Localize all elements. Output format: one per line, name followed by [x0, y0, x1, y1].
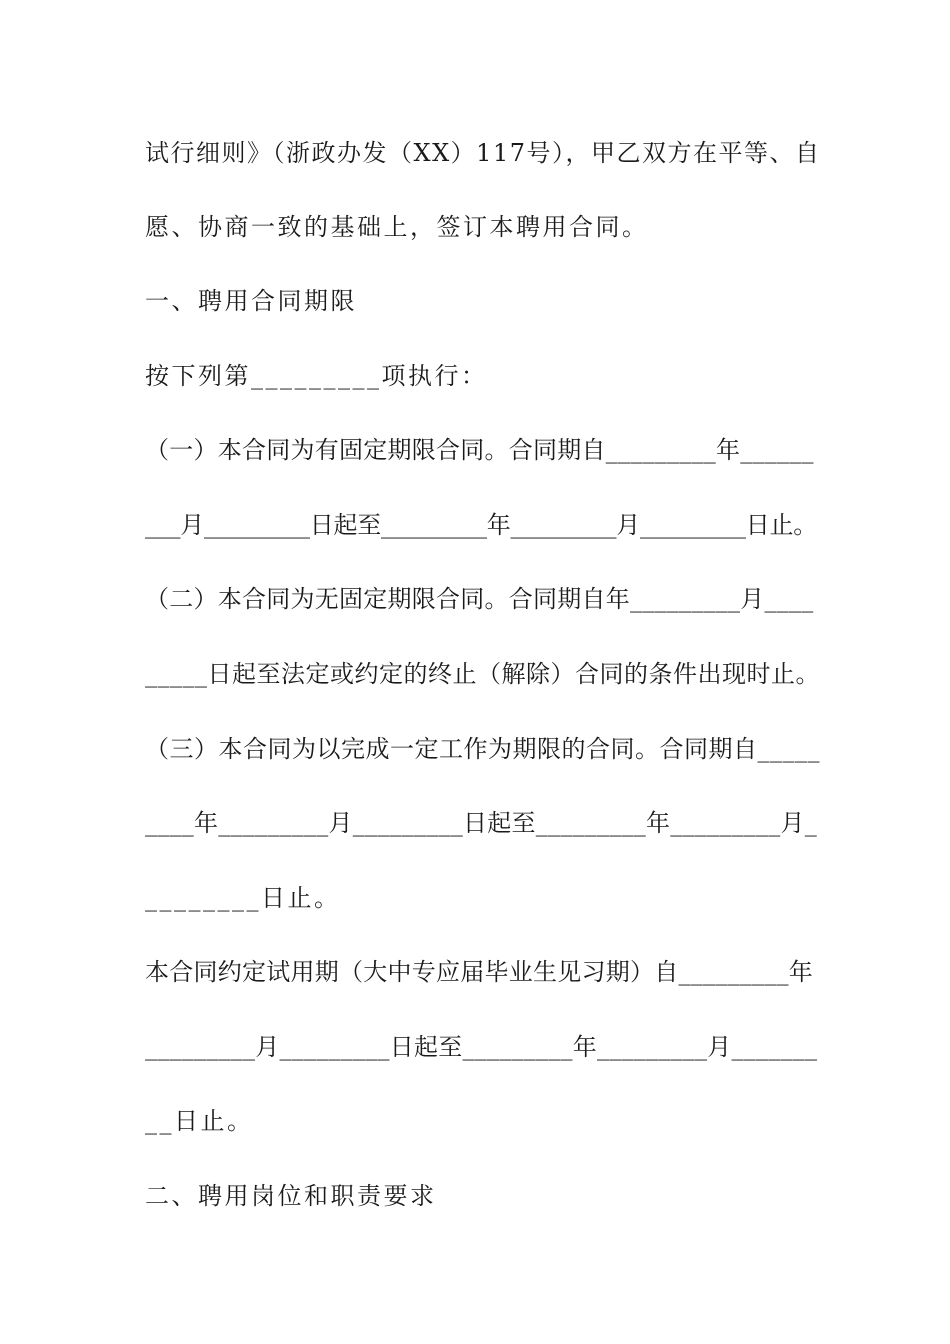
paragraph-line: ____年_________月_________日起至_________年_________月_	[145, 809, 817, 837]
paragraph-line: __日止。	[145, 1107, 254, 1135]
paragraph-line: （三）本合同为以完成一定工作为期限的合同。合同期自_____	[145, 735, 820, 763]
paragraph-line: （二）本合同为无固定期限合同。合同期自年_________月____	[145, 585, 814, 613]
section-heading: 一、聘用合同期限	[145, 287, 357, 315]
paragraph-line: _____日起至法定或约定的终止（解除）合同的条件出现时止。	[145, 660, 820, 688]
paragraph-line: ________日止。	[145, 884, 341, 912]
paragraph-line: 愿、协商一致的基础上，签订本聘用合同。	[145, 213, 649, 241]
paragraph-line: （一）本合同为有固定期限合同。合同期自_________年______	[145, 436, 814, 464]
paragraph-line: _________月_________日起至_________年_________月_______	[145, 1033, 818, 1061]
paragraph-line: ___月_________日起至_________年_________月_________日止。	[145, 511, 817, 539]
paragraph-line: 按下列第_________项执行：	[145, 362, 488, 390]
paragraph-line: 本合同约定试用期（大中专应届毕业生见习期）自_________年	[145, 958, 813, 986]
section-heading: 二、聘用岗位和职责要求	[145, 1182, 437, 1210]
paragraph-line: 试行细则》（浙政办发（XX）117号），甲乙双方在平等、自	[145, 139, 821, 167]
